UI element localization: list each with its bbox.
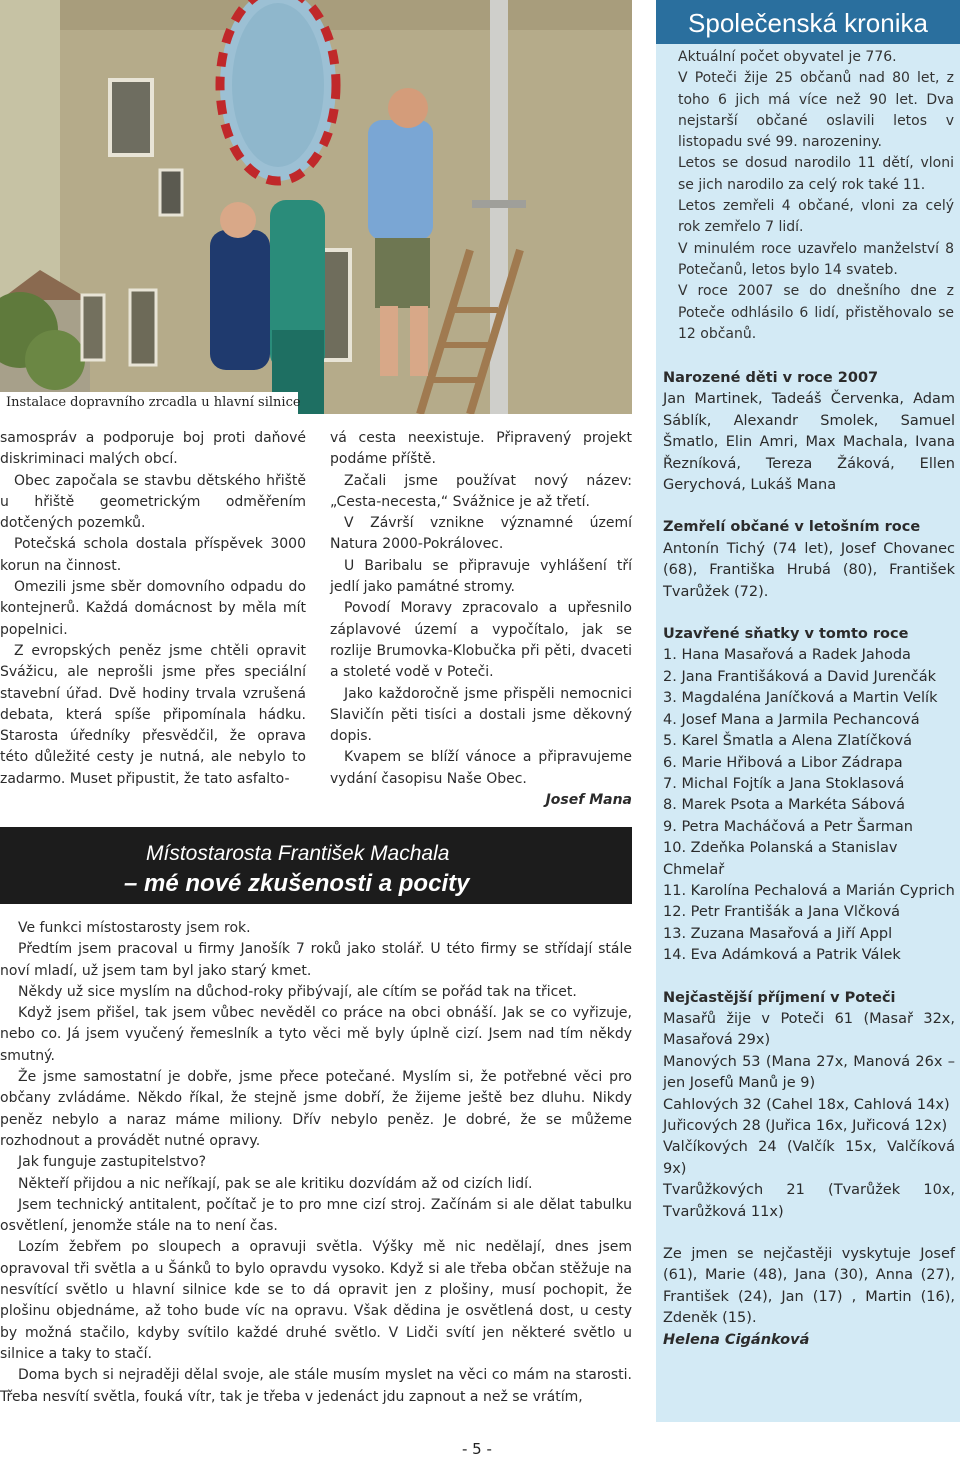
paragraph: Někteří přijdou a nic neříkají, pak se ale kritiku dozvídám až od cizích lidí. xyxy=(18,1175,533,1192)
stat-line: Aktuální počet obyvatel je 776. xyxy=(678,49,897,65)
surnames-heading: Nejčastější příjmení v Poteči xyxy=(663,989,896,1006)
stat-line: V minulém roce uzavřelo manželství 8 Potečanů, letos bylo 14 svateb. xyxy=(678,240,954,278)
paragraph: Kvapem se blíží vánoce a připravujeme vydání časopisu Naše Obec. xyxy=(330,749,632,787)
list-item: 8. Marek Psota a Markéta Sábová xyxy=(663,797,905,814)
paragraph: Předtím jsem pracoval u firmy Janošík 7 roků jako stolář. U této firmy se střídají stále noví mladí, už jsem tam byl jako starý kmet. xyxy=(0,941,632,979)
paragraph: Lozím žebřem po sloupech a opravuji světla. Výšky mě nic nedělají, dnes jsem opravoval tři světla a u Šánků to bylo opravdu vysoko. Když si ale třeba občan stěžuje na nesvítící světlo u hlavní silnice kde se to dá opravit jen z plošiny, musí pochopit, že plošinu objednáme, až toho bude víc na opravu. Však dědina je osvětlená dost, u cesty by možná stačilo, kdyby svítilo každé druhé světlo. V Lidči svítí jen některé světlo u silnice a taky to stačí. xyxy=(0,1239,632,1362)
list-item: 4. Josef Mana a Jarmila Pechancová xyxy=(663,711,920,728)
list-item: 10. Zdeňka Polanská a Stanislav Chmelař xyxy=(663,840,898,878)
paragraph: Obec započala se stavbu dětského hřiště u hřiště geometrickým odměřením dotčených pozemků. xyxy=(0,472,306,532)
surname-line: Juřicových 28 (Juřica 16x, Juřicová 12x) xyxy=(663,1118,948,1134)
list-item: 6. Marie Hřibová a Libor Zádrapa xyxy=(663,754,903,771)
article-column-2 xyxy=(330,428,632,811)
list-item: 9. Petra Macháčová a Petr Šarman xyxy=(663,818,913,835)
deaths-list: Antonín Tichý (74 let), Josef Chovanec (68), Františka Hrubá (80), František Tvarůžek (72). xyxy=(663,540,955,600)
list-item: 14. Eva Adámková a Patrik Válek xyxy=(663,947,901,964)
list-item: 13. Zuzana Masařová a Jiří Appl xyxy=(663,925,893,942)
list-item: 7. Michal Fojtík a Jana Stoklasová xyxy=(663,775,905,792)
list-item: 1. Hana Masařová a Radek Jahoda xyxy=(663,647,911,664)
marriages-list xyxy=(663,645,955,966)
paragraph: Z evropských peněz jsme chtěli opravit Svážicu, ale neprošli jsme přes speciální stavební úřad. Dvě hodiny trvala vzrušená debata, která spíše připomínala hádku. Starosta úředníky přesvědčil, že oprava této důležité cesty je nutná, ale nebylo to zadarmo. Muset připustit, že tato asfalto- xyxy=(0,642,306,787)
paragraph: Někdy už sice myslím na důchod-roky přibývají, ale cítím se pořád tak na třicet. xyxy=(18,983,577,1000)
first-names-note: Ze jmen se nejčastěji vyskytuje Josef (61), Marie (48), Jana (30), Anna (27), František (24), Jan (17) , Martin (16), Zdeněk (15). xyxy=(663,1246,955,1327)
photo-illustration xyxy=(0,0,632,414)
chronicle-records xyxy=(663,368,955,1351)
paragraph: Když jsem přišel, tak jsem vůbec nevěděl co práce na obci obnáší. Jak se co vyřizuje, nebo co. Já jsem vyučený řemeslník a tyto věci mě byly úplně cizí. Jsem nad tím někdy smutný. xyxy=(0,1005,632,1064)
stat-line: Letos zemřeli 4 občané, vloni za celý rok zemřelo 7 lidí. xyxy=(678,198,954,236)
births-heading: Narozené děti v roce 2007 xyxy=(663,370,879,386)
births-list: Jan Martinek, Tadeáš Červenka, Adam Sáblík, Alexandr Smolek, Samuel Šmatlo, Elin Amri, Max Machala, Ivana Řezníková, Tereza Žáková, Ellen Gerychová, Lukáš Mana xyxy=(663,391,955,494)
page-number: - 5 - xyxy=(462,1440,492,1458)
paragraph: Doma bych si nejraději dělal svoje, ale stále musím myslet na věci co mám na starosti. Třeba nesvítí světla, fouká vítr, tak je třeba v jedenáct jdu zapnout a než se vrátím, xyxy=(0,1367,632,1405)
paragraph: Začali jsme používat nový název: „Cesta-necesta,“ Svážnice je až třetí. xyxy=(330,472,632,510)
paragraph: Povodí Moravy zpracovalo a upřesnilo záplavové území a vypočítalo, jak se rozlije Brumovka-Klobučka při pěti, dvaceti a stoleté vodě v Poteči. xyxy=(330,600,632,681)
list-item: 11. Karolína Pechalová a Marián Cyprich xyxy=(663,882,955,899)
paragraph: Omezili jsme sběr domovního odpadu do kontejnerů. Každá domácnost by měla mít popelnici. xyxy=(0,579,306,638)
deaths-heading: Zemřelí občané v letošním roce xyxy=(663,519,921,536)
list-item: 5. Karel Šmatla a Alena Zlatíčková xyxy=(663,733,913,750)
marriages-heading: Uzavřené sňatky v tomto roce xyxy=(663,626,909,643)
heading-title: Místostarosta František Machala xyxy=(146,842,450,865)
surname-line: Tvarůžkových 21 (Tvarůžek 10x, Tvarůžková 11x) xyxy=(663,1182,955,1220)
social-chronicle-sidebar xyxy=(656,0,960,1422)
paragraph: vá cesta neexistuje. Připravený projekt podáme příště. xyxy=(330,430,632,468)
paragraph: Potečská schola dostala příspěvek 3000 korun na činnost. xyxy=(0,536,306,574)
paragraph: V Závrší vznikne významné území Natura 2000-Pokrálovec. xyxy=(330,515,632,553)
heading-subtitle: – mé nové zkušenosti a pocity xyxy=(124,870,470,897)
interview-article xyxy=(0,918,632,1408)
paragraph: Jak funguje zastupitelstvo? xyxy=(18,1154,207,1171)
paragraph: samospráv a podporuje boj proti daňové diskriminaci malých obcí. xyxy=(0,430,306,468)
article-photo xyxy=(0,0,632,414)
paragraph: Že jsme samostatní je dobře, jsme přece potečané. Myslím si, že potřebné věci pro občany zvládáme. Někdo říkal, že stejně jsme dobří, že žijeme ještě bez dluhu. Nikdy peněz nebylo a naraz máme miliony. Dřív nebylo peněz. Je dobré, že se můžeme rozhodnout a provádět nutné opravy. xyxy=(0,1069,632,1149)
population-stats xyxy=(656,44,960,345)
photo-caption: Instalace dopravního zrcadla u hlavní silnice xyxy=(0,392,298,414)
stat-line: Letos se dosud narodilo 11 dětí, vloni se jich narodilo za celý rok také 11. xyxy=(678,155,954,193)
author-signature: Josef Mana xyxy=(545,792,632,809)
stat-line: V Poteči žije 25 občanů nad 80 let, z toho 6 jich má více než 90 let. Dva nejstarší občané oslavili letos v listopadu své 99. narozeniny. xyxy=(678,70,954,151)
article-column-1 xyxy=(0,428,306,790)
list-item: 2. Jana Františáková a David Jurenčák xyxy=(663,668,937,685)
article-heading xyxy=(0,827,632,904)
paragraph: Jako každoročně jsme přispěli nemocnici Slavičín pěti tisíci a dostali jsme děkovný dopis. xyxy=(330,685,632,745)
paragraph: Jsem technický antitalent, počítač je to pro mne cizí stroj. Začínám si ale dělat tabulku osvětlení, jenomže stále na to není čas. xyxy=(0,1196,632,1235)
paragraph: Ve funkci místostarosty jsem rok. xyxy=(18,920,251,936)
surname-line: Valčíkových 24 (Valčík 15x, Valčíková 9x) xyxy=(663,1139,955,1177)
surname-line: Manových 53 (Mana 27x, Manová 26x – jen Josefů Manů je 9) xyxy=(663,1053,955,1092)
surname-line: Cahlových 32 (Cahel 18x, Cahlová 14x) xyxy=(663,1096,950,1113)
list-item: 12. Petr Františák a Jana Vlčková xyxy=(663,904,901,921)
paragraph: U Baribalu se připravuje vyhlášení tří jedlí jako památné stromy. xyxy=(330,557,632,596)
list-item: 3. Magdaléna Janíčková a Martin Velík xyxy=(663,690,938,707)
author-signature: Helena Cigánková xyxy=(663,1331,810,1348)
sidebar-title: Společenská kronika xyxy=(656,0,960,44)
stat-line: V roce 2007 se do dnešního dne z Poteče odhlásilo 6 lidí, přistěhovalo se 12 občanů. xyxy=(678,283,954,342)
surname-line: Masařů žije v Poteči 61 (Masař 32x, Masařová 29x) xyxy=(663,1010,955,1049)
